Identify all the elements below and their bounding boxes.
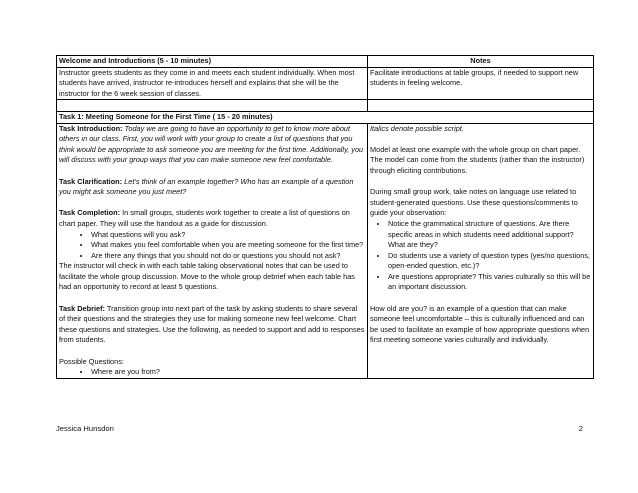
task1-header-row <box>57 111 594 123</box>
task-clarification-label: Task Clarification: <box>59 176 123 186</box>
list-item: • What makes you feel comfortable when you are meeting someone for the first time? <box>91 240 365 251</box>
task1-notes <box>368 123 594 378</box>
footer-author: Jessica Hunsdon <box>56 424 114 433</box>
welcome-row <box>57 67 594 100</box>
list-item: • What questions will you ask? <box>91 230 365 241</box>
list-item: • Are questions appropriate? This varies culturally so this will be an important discussion. <box>388 272 591 293</box>
completion-bullet-list <box>59 230 365 262</box>
task-introduction <box>59 124 365 166</box>
task-introduction-label: Task Introduction: <box>59 123 123 133</box>
task1-instructions <box>57 123 368 378</box>
task-debrief-label: Task Debrief: <box>59 303 105 313</box>
welcome-description: Instructor greets students as they come in and meets each student individually. When most students have arrived, instructor re-introduces herself and explains that she will be the instructor for the 6 week session of classes. <box>57 67 368 100</box>
task-completion <box>59 208 365 229</box>
possible-questions-list <box>59 367 365 378</box>
task1-title: Task 1: Meeting Someone for the First Time ( 15 - 20 minutes) <box>57 111 594 123</box>
spacer-cell <box>368 100 594 112</box>
header-row <box>57 56 594 68</box>
lesson-plan-table <box>56 55 594 379</box>
welcome-notes: Facilitate introductions at table groups, if needed to support new students in feeling welcome. <box>368 67 594 100</box>
list-item: • Notice the grammatical structure of questions. Are there specific areas in which students need additional support? What are they? <box>388 219 591 251</box>
section-title-welcome: Welcome and Introductions (5 - 10 minutes) <box>57 56 368 68</box>
spacer-cell <box>57 100 368 112</box>
task-completion-label: Task Completion: <box>59 208 121 218</box>
footer-page-number: 2 <box>578 424 583 433</box>
task-debrief <box>59 304 365 346</box>
task1-body-row <box>57 123 594 378</box>
how-old-note: How old are you? is an example of a question that can make someone feel uncomfortable – this is culturally influenced and can be used to facilitate an example of how appropriate questions when first meeting someone varies culturally and individually. <box>370 303 590 345</box>
task-completion-text: In small groups, students work together to create a list of questions on chart paper. They will use the handout as a guide for discussion. <box>59 208 350 228</box>
spacer-row <box>57 100 594 112</box>
task-debrief-text: Transition group into next part of the task by asking students to share several of their questions and the strategies they use for making someone new feel welcome. Chart these questions and strategies. Use the following, as needed to support and add to responses from students. <box>59 303 365 345</box>
italics-note: Italics denote possible script. <box>370 123 464 133</box>
task-introduction-text: Today we are going to have an opportunity to get to know more about others in our class. First, you will work with your group to create a list of questions that you think would be appropriate to ask someone you are meeting for the first time. Additionally, you will discuss with your group ways that you can make someone new feel comfortable. <box>59 123 364 165</box>
task-clarification-text: Let’s think of an example together? Who has an example of a question you might ask someone you just meet? <box>59 176 354 197</box>
list-item: • Where are you from? <box>91 367 365 378</box>
observation-note: During small group work, take notes on language use related to student-generated questions. Use these questions/comments to guide your observation: <box>370 187 578 218</box>
notes-column-header: Notes <box>368 56 594 68</box>
task-clarification <box>59 177 365 198</box>
list-item: • Are there any things that you should not do or questions you should not ask? <box>91 251 365 262</box>
list-item: • Do students use a variety of question types (yes/no questions, open-ended question, etc.)? <box>388 251 591 272</box>
task-completion-followup: The instructor will check in with each table taking observational notes that can be used to facilitate the whole group discussion. Move to the whole group debrief when each table has had an opportunity to record at least 5 questions. <box>59 261 355 292</box>
possible-questions-label: Possible Questions: <box>59 356 124 366</box>
observation-bullet-list <box>370 219 591 293</box>
model-note: Model at least one example with the whole group on chart paper. The model can come from the students (rather than the instructor) through eliciting contributions. <box>370 144 585 175</box>
